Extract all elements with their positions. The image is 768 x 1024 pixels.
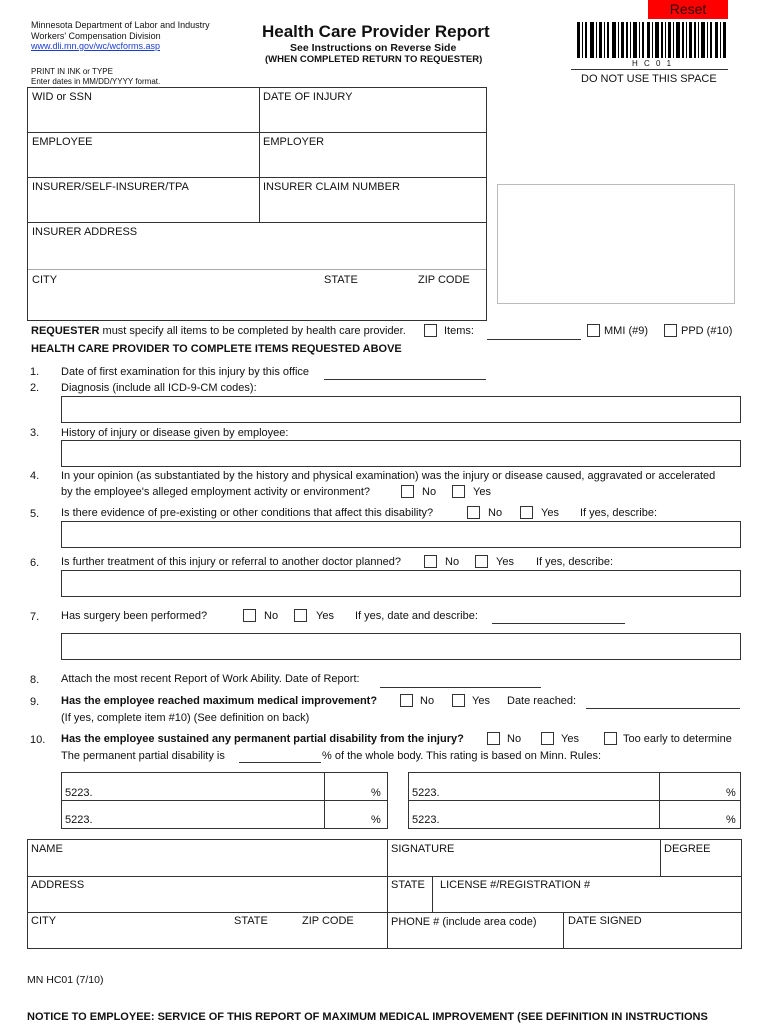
- mmi-checkbox[interactable]: [587, 324, 600, 337]
- item-number: 7.: [30, 611, 40, 623]
- item-4-question-cont: by the employee's alleged employment activity or environment?: [61, 486, 371, 498]
- employer-field[interactable]: EMPLOYER: [263, 136, 325, 148]
- provider-state-field[interactable]: STATE: [234, 915, 268, 927]
- item-8-question: Attach the most recent Report of Work Ability. Date of Report:: [61, 673, 360, 685]
- insurer-claim-field[interactable]: INSURER CLAIM NUMBER: [263, 181, 400, 193]
- first-exam-date-input[interactable]: [324, 379, 486, 380]
- rule-1-input[interactable]: 5223.: [65, 787, 93, 799]
- item-10-no-checkbox[interactable]: [487, 732, 500, 745]
- item-6-describe-label: If yes, describe:: [536, 556, 614, 568]
- item-7-yes-checkbox[interactable]: [294, 609, 307, 622]
- license-state-field[interactable]: STATE: [391, 879, 425, 891]
- item-9-yes-checkbox[interactable]: [452, 694, 465, 707]
- do-not-use-label: DO NOT USE THIS SPACE: [581, 73, 717, 85]
- item-4-yes-checkbox[interactable]: [452, 485, 465, 498]
- items-label: Items:: [444, 325, 474, 337]
- requester-instructions: REQUESTER must specify all items to be completed by health care provider.: [31, 325, 406, 337]
- item-number: 1.: [30, 366, 40, 378]
- provider-zip-field[interactable]: ZIP CODE: [302, 915, 354, 927]
- item-2-question: Diagnosis (include all ICD-9-CM codes):: [61, 382, 257, 394]
- report-date-input[interactable]: [380, 687, 541, 688]
- print-note: PRINT IN INK or TYPE: [31, 67, 113, 76]
- item-6-yes-label: Yes: [496, 556, 514, 568]
- item-9-no-label: No: [420, 695, 435, 707]
- item-5-question: Is there evidence of pre-existing or other conditions that affect this disability?: [61, 507, 434, 519]
- item-3-question: History of injury or disease given by employee:: [61, 427, 289, 439]
- insurer-field[interactable]: INSURER/SELF-INSURER/TPA: [32, 181, 189, 193]
- item-number: 9.: [30, 696, 40, 708]
- insurer-city-field[interactable]: CITY: [32, 274, 58, 286]
- item-10-yes-checkbox[interactable]: [541, 732, 554, 745]
- mmi-label: MMI (#9): [604, 325, 648, 337]
- date-format-note: Enter dates in MM/DD/YYYY format.: [31, 77, 161, 86]
- ppd-line-a: The permanent partial disability is: [61, 750, 225, 762]
- history-input[interactable]: [61, 440, 741, 467]
- rule-2-percent[interactable]: %: [371, 814, 381, 826]
- ppd-percent-input[interactable]: [239, 762, 321, 763]
- return-note: (WHEN COMPLETED RETURN TO REQUESTER): [265, 54, 483, 65]
- item-4-question: In your opinion (as substantiated by the history and physical examination) was the injury or disease caused, aggravated or accelerated: [61, 470, 716, 482]
- diagnosis-input[interactable]: [61, 396, 741, 423]
- mmi-date-input[interactable]: [586, 708, 740, 709]
- insurer-state-field[interactable]: STATE: [324, 274, 358, 286]
- item-7-describe-label: If yes, date and describe:: [355, 610, 478, 622]
- claim-info-table: [27, 87, 487, 321]
- item-5-no-label: No: [488, 507, 503, 519]
- item-10-too-early-label: Too early to determine: [623, 733, 732, 745]
- hcp-heading: HEALTH CARE PROVIDER TO COMPLETE ITEMS REQUESTED ABOVE: [31, 343, 402, 355]
- item-1-question: Date of first examination for this injury by this office: [61, 366, 310, 378]
- item-number: 6.: [30, 557, 40, 569]
- ppd-line-b: % of the whole body. This rating is based on Minn. Rules:: [322, 750, 602, 762]
- wid-field[interactable]: WID or SSN: [32, 91, 92, 103]
- item-4-yes-label: Yes: [473, 486, 491, 498]
- phone-field[interactable]: PHONE # (include area code): [391, 916, 537, 928]
- rule-4-input[interactable]: 5223.: [412, 814, 440, 826]
- agency-name: Minnesota Department of Labor and Industry: [31, 20, 210, 30]
- item-4-no-label: No: [422, 486, 437, 498]
- item-10-yes-label: Yes: [561, 733, 579, 745]
- item-6-question: Is further treatment of this injury or referral to another doctor planned?: [61, 556, 401, 568]
- item-9-date-label: Date reached:: [507, 695, 577, 707]
- item-10-question: Has the employee sustained any permanent partial disability from the injury?: [61, 733, 464, 745]
- item-5-yes-checkbox[interactable]: [520, 506, 533, 519]
- item-number: 5.: [30, 508, 40, 520]
- rule-2-input[interactable]: 5223.: [65, 814, 93, 826]
- item-7-yes-label: Yes: [316, 610, 334, 622]
- ppd-checkbox[interactable]: [664, 324, 677, 337]
- surgery-date-input[interactable]: [492, 623, 625, 624]
- ppd-label: PPD (#10): [681, 325, 733, 337]
- item-6-no-label: No: [445, 556, 460, 568]
- surgery-describe-input[interactable]: [61, 633, 741, 660]
- insurer-zip-field[interactable]: ZIP CODE: [418, 274, 470, 286]
- provider-name-field[interactable]: NAME: [31, 843, 63, 855]
- item-6-no-checkbox[interactable]: [424, 555, 437, 568]
- rules-table-left: [61, 772, 388, 829]
- item-number: 10.: [30, 734, 46, 746]
- item-9-question: Has the employee reached maximum medical improvement?: [61, 695, 378, 707]
- employee-notice: NOTICE TO EMPLOYEE: SERVICE OF THIS REPORT OF MAXIMUM MEDICAL IMPROVEMENT (SEE DEFINITION IN INSTRUCTIONS: [27, 1011, 708, 1023]
- page-subtitle: See Instructions on Reverse Side: [290, 42, 457, 54]
- item-7-no-label: No: [264, 610, 279, 622]
- page-title: Health Care Provider Report: [262, 22, 490, 41]
- item-4-no-checkbox[interactable]: [401, 485, 414, 498]
- barcode-text: H C 0 1: [632, 59, 674, 68]
- items-input[interactable]: [487, 339, 581, 340]
- license-field[interactable]: LICENSE #/REGISTRATION #: [440, 879, 591, 891]
- provider-table: [27, 839, 742, 949]
- forms-link[interactable]: www.dli.mn.gov/wc/wcforms.asp: [31, 41, 161, 51]
- item-number: 4.: [30, 470, 40, 482]
- item-10-too-early-checkbox[interactable]: [604, 732, 617, 745]
- rule-3-percent[interactable]: %: [726, 787, 736, 799]
- form-id: MN HC01 (7/10): [27, 974, 104, 986]
- item-10-no-label: No: [507, 733, 522, 745]
- requester-items-checkbox[interactable]: [424, 324, 437, 337]
- rules-table-right: [408, 772, 741, 829]
- provider-address-field[interactable]: ADDRESS: [31, 879, 85, 891]
- date-of-injury-field[interactable]: DATE OF INJURY: [263, 91, 353, 103]
- further-treatment-input[interactable]: [61, 570, 741, 597]
- degree-field[interactable]: DEGREE: [664, 843, 711, 855]
- item-7-question: Has surgery been performed?: [61, 610, 208, 622]
- reset-button[interactable]: Reset: [648, 0, 728, 19]
- item-5-no-checkbox[interactable]: [467, 506, 480, 519]
- employee-field[interactable]: EMPLOYEE: [32, 136, 93, 148]
- item-9-no-checkbox[interactable]: [400, 694, 413, 707]
- item-9-note: (If yes, complete item #10) (See definition on back): [61, 712, 310, 724]
- barcode: [577, 22, 729, 60]
- provider-city-field[interactable]: CITY: [31, 915, 57, 927]
- item-7-no-checkbox[interactable]: [243, 609, 256, 622]
- item-5-describe-label: If yes, describe:: [580, 507, 658, 519]
- item-number: 2.: [30, 382, 40, 394]
- rule-3-input[interactable]: 5223.: [412, 787, 440, 799]
- item-number: 3.: [30, 427, 40, 439]
- agency-division: Workers' Compensation Division: [31, 31, 161, 41]
- signature-field[interactable]: SIGNATURE: [391, 843, 455, 855]
- insurer-address-field[interactable]: INSURER ADDRESS: [32, 226, 138, 238]
- date-signed-field[interactable]: DATE SIGNED: [568, 915, 642, 927]
- mailing-window: [497, 184, 735, 304]
- rule-4-percent[interactable]: %: [726, 814, 736, 826]
- item-6-yes-checkbox[interactable]: [475, 555, 488, 568]
- rule-1-percent[interactable]: %: [371, 787, 381, 799]
- preexisting-input[interactable]: [61, 521, 741, 548]
- item-number: 8.: [30, 674, 40, 686]
- item-5-yes-label: Yes: [541, 507, 559, 519]
- item-9-yes-label: Yes: [472, 695, 490, 707]
